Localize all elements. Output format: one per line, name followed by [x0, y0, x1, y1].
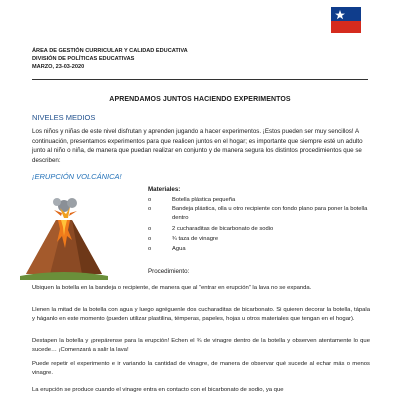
materials-heading: Materiales: — [148, 186, 181, 193]
material-text: Botella plástica pequeña — [172, 197, 236, 203]
procedure-step: Ubiquen la botella en la bandeja o recipiente, de manera que al “entrar en erupción” la lava no se expanda. — [32, 285, 312, 291]
material-item — [148, 224, 378, 234]
header-divider — [32, 79, 368, 80]
header-date: MARZO, 23-03-2020 — [32, 64, 85, 71]
procedure-step: Puede repetir el experimento e ir variando la cantidad de vinagre, de manera de observar qué sucede al echar más o menos vinagre. — [32, 361, 370, 377]
material-text: 2 cucharaditas de bicarbonato de sodio — [172, 225, 274, 232]
material-text: Bandeja plástica, olla u otro recipiente con fondo plano para poner la botella dentro — [172, 206, 368, 222]
bullet-marker: o — [148, 245, 152, 252]
bullet-marker: o — [148, 206, 152, 213]
procedure-step: Destapen la botella y ¡prepárense para la erupción! Echen el ¾ de vinagre dentro de la botella y observen atentamente lo que sucede… ¡Comenzará a salir la lava! — [32, 338, 370, 354]
procedure-step: Llenen la mitad de la botella con agua y luego agréguenle dos cucharaditas de bicarbonato. Si quieren decorar la botella, tápala y háganlo en este momento (pueden utilizar plastilina, témperas, papeles, hojas u otros materiales que tengan en el hogar). — [32, 307, 370, 323]
experiment-title: ¡ERUPCIÓN VOLCÁNICA! — [32, 172, 122, 181]
page-title: APRENDAMOS JUNTOS HACIENDO EXPERIMENTOS — [109, 96, 291, 103]
ministry-shield-logo-icon — [331, 7, 361, 39]
bullet-marker: o — [148, 225, 152, 232]
level-heading: NIVELES MEDIOS — [32, 113, 96, 122]
material-item — [148, 234, 378, 244]
header-area: ÁREA DE GESTIÓN CURRICULAR Y CALIDAD EDUCATIVA — [32, 48, 188, 54]
bullet-marker: o — [148, 197, 152, 203]
procedure-label: Procedimiento: — [148, 268, 190, 275]
material-text: Agua — [172, 245, 186, 252]
material-item — [148, 195, 378, 205]
bullet-marker: o — [148, 235, 152, 242]
material-item — [148, 205, 378, 223]
document-header — [32, 47, 332, 72]
procedure-step: La erupción se produce cuando el vinagre entra en contacto con el bicarbonato de sodio, ya que — [32, 387, 284, 393]
material-item — [148, 244, 378, 254]
intro-paragraph: Los niños y niñas de este nivel disfrutan y aprenden jugando a hacer experimentos. ¡Estos pueden ser muy sencillos! A continuación, presentamos experimentos para que realicen juntos en el hogar; es importante que siempre esté un adulto junto al niño o niña, de manera que puedan realizar en conjunto y de manera segura los distintos procedimientos que se describen: — [32, 128, 363, 164]
materials-section — [148, 186, 378, 254]
volcano-icon — [20, 196, 108, 280]
header-division: DIVISIÓN DE POLÍTICAS EDUCATIVAS — [32, 56, 135, 63]
material-text: ¾ taza de vinagre — [172, 235, 219, 242]
